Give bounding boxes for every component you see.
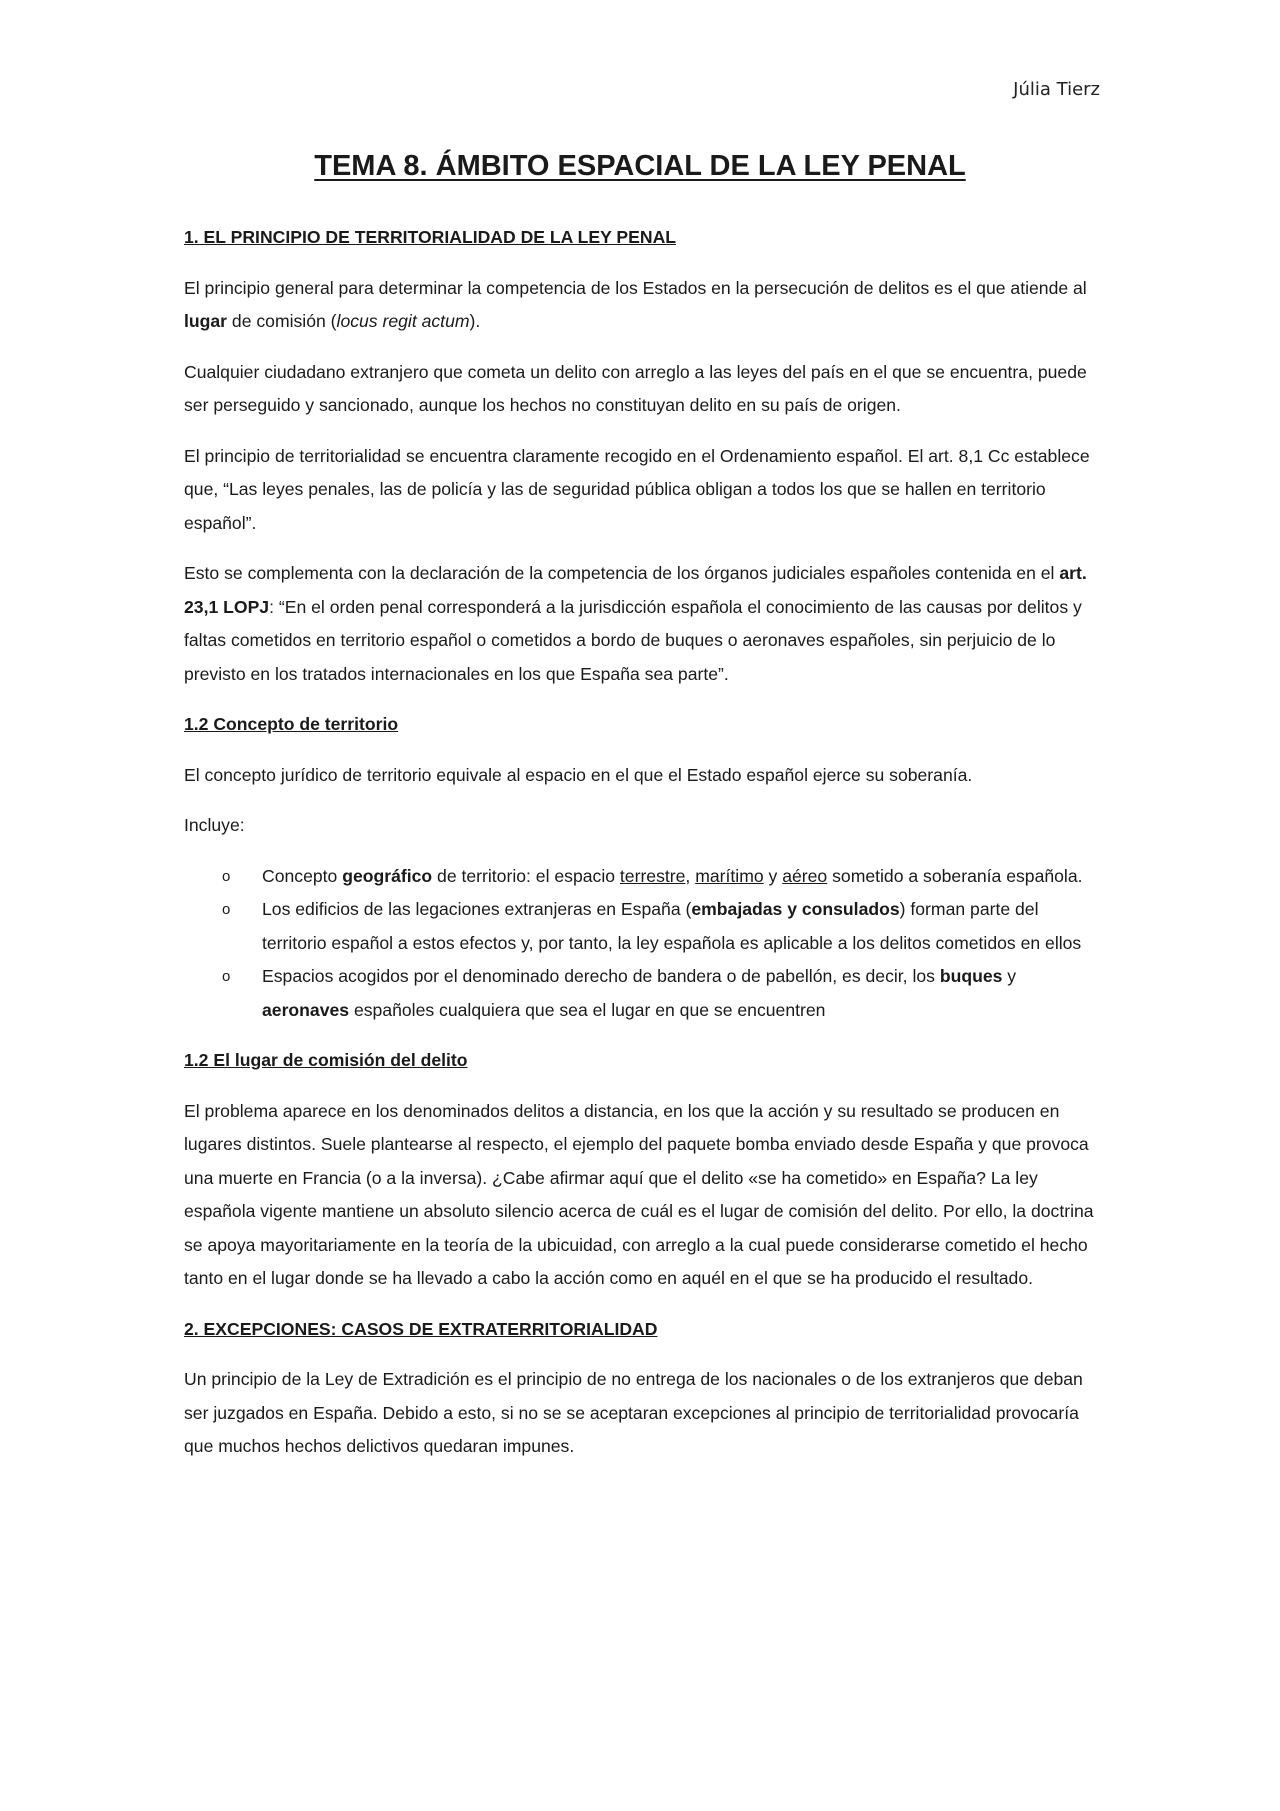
bullet-marker: o — [222, 968, 231, 985]
text-run: de comisión ( — [227, 311, 337, 331]
section-1-paragraph-4 — [184, 557, 1104, 691]
text-run: sometido a soberanía española. — [827, 865, 1083, 886]
text-run: ) forman parte del territorio español a estos efectos y, por tanto, la ley española es aplicable a los delitos cometidos en ellos — [262, 899, 1082, 953]
text-run: Espacios acogidos por el denominado derecho de bandera o de pabellón, es decir, los — [262, 966, 940, 986]
text-run: ). — [469, 311, 481, 331]
bold-run: geográfico — [342, 865, 433, 886]
text-run: y — [763, 865, 783, 886]
bold-run: aeronaves — [262, 999, 350, 1020]
bold-run: buques — [939, 966, 1003, 986]
section-1-2-paragraph-1: El concepto jurídico de territorio equivale al espacio en el que el Estado español ejerce su soberanía. — [184, 764, 973, 785]
bullet-marker: o — [222, 867, 231, 885]
underlined-run: aéreo — [782, 865, 828, 886]
list-item — [184, 860, 1104, 894]
author-name: Júlia Tierz — [1013, 79, 1100, 100]
section-1-2b-heading: 1.2 El lugar de comisión del delito — [184, 1050, 468, 1070]
text-run: Los edificios de las legaciones extranjeras en España ( — [262, 899, 692, 919]
text-run: de territorio: el espacio — [432, 865, 620, 886]
text-run: y — [1002, 966, 1017, 986]
text-run: El principio general para determinar la competencia de los Estados en la persecución de delitos es el que atiende al — [184, 277, 1087, 298]
section-1-2b-paragraph-1: El problema aparece en los denominados delitos a distancia, en los que la acción y su resultado se producen en lugares distintos. Suele plantearse al respecto, el ejemplo del paquete bomba enviado desde España y que provoca una muerte en Francia (o a la inversa). ¿Cabe afirmar aquí que el delito «se ha cometido» en España? La ley española vigente mantiene un absoluto silencio acerca de cuál es el lugar de comisión del delito. Por ello, la doctrina se apoya mayoritariamente en la teoría de la ubicuidad, con arreglo a la cual puede considerarse cometido el hecho tanto en el lugar donde se ha llevado a cabo la acción como en aquél en el que se ha producido el resultado. — [184, 1100, 1094, 1288]
text-run: , — [685, 865, 696, 886]
text-run: españoles cualquiera que sea el lugar en que se encuentren — [349, 999, 826, 1020]
text-run: : “En el orden penal corresponderá a la jurisdicción española el conocimiento de las causas por delitos y faltas cometidos en territorio español o cometidos a bordo de buques o aeronaves españoles, sin perjuicio de lo previsto en los tratados internacionales en los que España sea parte”. — [184, 596, 1082, 684]
section-2-heading: 2. EXCEPCIONES: CASOS DE EXTRATERRITORIALIDAD — [184, 1318, 658, 1339]
territory-list — [184, 860, 1104, 1028]
list-item — [184, 960, 1104, 1027]
section-1-paragraph-2: Cualquier ciudadano extranjero que cometa un delito con arreglo a las leyes del país en el que se encuentra, puede ser perseguido y sancionado, aunque los hechos no constituyan delito en su país de origen. — [184, 361, 1087, 415]
section-1-heading: 1. EL PRINCIPIO DE TERRITORIALIDAD DE LA LEY PENAL — [184, 227, 677, 247]
underlined-run: marítimo — [695, 865, 764, 886]
page-title: TEMA 8. ÁMBITO ESPACIAL DE LA LEY PENAL — [314, 150, 966, 182]
bullet-marker: o — [222, 901, 231, 918]
document-body — [184, 221, 1104, 1481]
underlined-run: terrestre — [619, 865, 686, 886]
section-1-paragraph-3: El principio de territorialidad se encuentra claramente recogido en el Ordenamiento español. El art. 8,1 Cc establece que, “Las leyes penales, las de policía y las de seguridad pública obligan a todos los que se hallen en territorio español”. — [184, 445, 1090, 533]
italic-run: locus regit actum — [336, 311, 470, 331]
bold-run: art. 23,1 LOPJ — [184, 563, 1087, 617]
text-run: Esto se complementa con la declaración de la competencia de los órganos judiciales españoles contenida en el — [184, 563, 1060, 583]
section-1-2-heading: 1.2 Concepto de territorio — [184, 714, 399, 734]
text-run: Concepto — [262, 865, 343, 886]
list-item — [184, 893, 1104, 960]
section-1-2-paragraph-2: Incluye: — [184, 815, 245, 835]
bold-run: embajadas y consulados — [691, 899, 900, 919]
section-2-paragraph-1: Un principio de la Ley de Extradición es el principio de no entrega de los nacionales o de los extranjeros que deban ser juzgados en España. Debido a esto, si no se se aceptaran excepciones al principio de territorialidad provocaría que muchos hechos delictivos quedaran impunes. — [184, 1369, 1083, 1456]
section-1-paragraph-1 — [184, 272, 1104, 339]
bold-run: lugar — [184, 311, 228, 331]
